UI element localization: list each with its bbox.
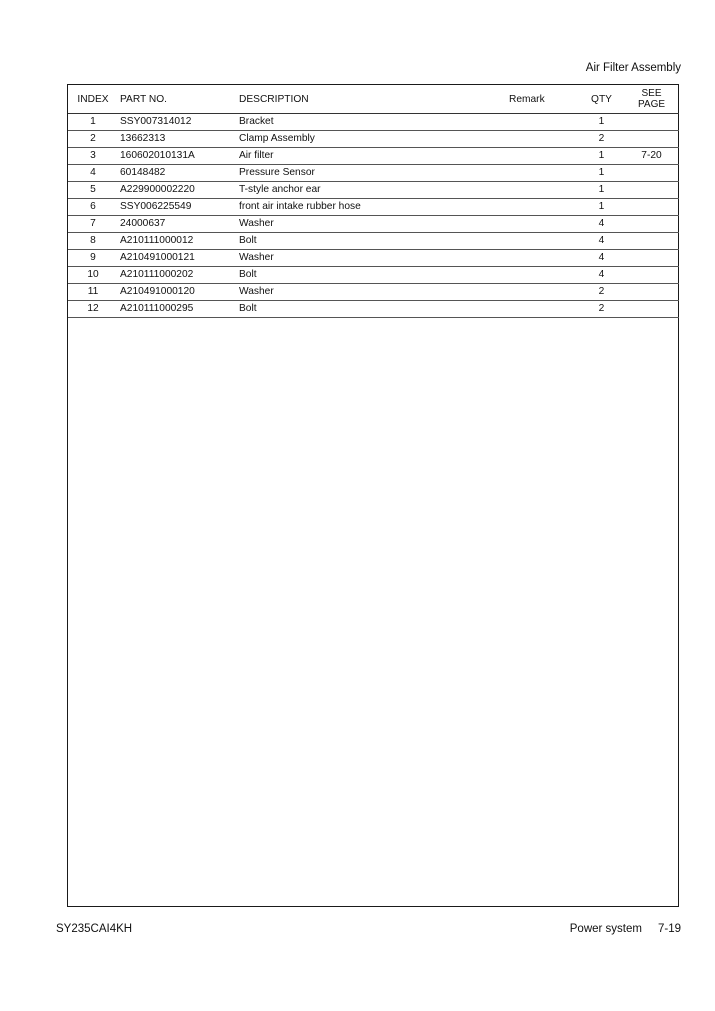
parts-table-body <box>68 114 679 318</box>
cell-see-page: 7-20 <box>624 148 679 165</box>
cell-qty: 1 <box>579 165 624 182</box>
cell-description: Washer <box>239 216 509 233</box>
column-header-part-no: PART NO. <box>118 85 239 114</box>
cell-index: 4 <box>68 165 118 182</box>
cell-qty: 1 <box>579 148 624 165</box>
cell-see-page <box>624 114 679 131</box>
cell-remark <box>509 284 579 301</box>
column-header-description: DESCRIPTION <box>239 85 509 114</box>
table-row <box>68 131 679 148</box>
cell-part-no: A210111000295 <box>118 301 239 318</box>
table-row <box>68 250 679 267</box>
table-row <box>68 182 679 199</box>
cell-remark <box>509 114 579 131</box>
cell-remark <box>509 216 579 233</box>
cell-index: 6 <box>68 199 118 216</box>
footer-section: Power system <box>569 923 642 935</box>
cell-part-no: A210111000202 <box>118 267 239 284</box>
cell-description: Bolt <box>239 267 509 284</box>
cell-see-page <box>624 301 679 318</box>
cell-qty: 1 <box>579 114 624 131</box>
cell-part-no: 60148482 <box>118 165 239 182</box>
cell-qty: 4 <box>579 250 624 267</box>
cell-index: 7 <box>68 216 118 233</box>
cell-part-no: 13662313 <box>118 131 239 148</box>
footer-model: SY235CAI4KH <box>56 923 133 935</box>
cell-description: Air filter <box>239 148 509 165</box>
cell-see-page <box>624 250 679 267</box>
table-row <box>68 148 679 165</box>
cell-index: 5 <box>68 182 118 199</box>
table-row <box>68 114 679 131</box>
cell-remark <box>509 182 579 199</box>
cell-remark <box>509 131 579 148</box>
cell-see-page <box>624 284 679 301</box>
cell-index: 3 <box>68 148 118 165</box>
table-row <box>68 199 679 216</box>
table-row <box>68 165 679 182</box>
cell-qty: 1 <box>579 182 624 199</box>
cell-see-page <box>624 131 679 148</box>
cell-description: Washer <box>239 250 509 267</box>
cell-description: Bolt <box>239 233 509 250</box>
cell-qty: 4 <box>579 216 624 233</box>
cell-index: 12 <box>68 301 118 318</box>
cell-remark <box>509 233 579 250</box>
cell-index: 1 <box>68 114 118 131</box>
see-page-line1: SEE <box>641 88 662 99</box>
cell-see-page <box>624 199 679 216</box>
cell-qty: 2 <box>579 301 624 318</box>
cell-see-page <box>624 267 679 284</box>
footer-page-number: 7-19 <box>657 923 681 935</box>
parts-list-frame <box>67 84 679 907</box>
cell-see-page <box>624 165 679 182</box>
table-row <box>68 284 679 301</box>
cell-qty: 2 <box>579 131 624 148</box>
cell-description: T-style anchor ear <box>239 182 509 199</box>
cell-qty: 4 <box>579 233 624 250</box>
cell-remark <box>509 148 579 165</box>
cell-index: 10 <box>68 267 118 284</box>
cell-description: Bracket <box>239 114 509 131</box>
see-page-line2: PAGE <box>637 99 666 110</box>
column-header-see-page <box>624 85 679 114</box>
cell-part-no: 24000637 <box>118 216 239 233</box>
table-row <box>68 301 679 318</box>
table-row <box>68 216 679 233</box>
cell-remark <box>509 165 579 182</box>
cell-qty: 2 <box>579 284 624 301</box>
cell-index: 9 <box>68 250 118 267</box>
cell-remark <box>509 199 579 216</box>
cell-index: 8 <box>68 233 118 250</box>
cell-index: 2 <box>68 131 118 148</box>
table-header-row <box>68 85 679 114</box>
cell-see-page <box>624 216 679 233</box>
table-row <box>68 233 679 250</box>
cell-description: front air intake rubber hose <box>239 199 509 216</box>
cell-part-no: A210491000120 <box>118 284 239 301</box>
cell-see-page <box>624 233 679 250</box>
cell-description: Washer <box>239 284 509 301</box>
cell-see-page <box>624 182 679 199</box>
cell-qty: 4 <box>579 267 624 284</box>
page-header-title: Air Filter Assembly <box>585 62 681 74</box>
cell-remark <box>509 301 579 318</box>
column-header-remark: Remark <box>509 85 579 114</box>
column-header-index: INDEX <box>68 85 118 114</box>
cell-description: Bolt <box>239 301 509 318</box>
cell-index: 11 <box>68 284 118 301</box>
cell-part-no: A229900002220 <box>118 182 239 199</box>
cell-part-no: SSY006225549 <box>118 199 239 216</box>
cell-remark <box>509 267 579 284</box>
cell-part-no: A210111000012 <box>118 233 239 250</box>
cell-remark <box>509 250 579 267</box>
cell-qty: 1 <box>579 199 624 216</box>
cell-part-no: SSY007314012 <box>118 114 239 131</box>
footer-section-page <box>570 922 681 936</box>
cell-part-no: A210491000121 <box>118 250 239 267</box>
parts-table <box>68 85 679 318</box>
table-row <box>68 267 679 284</box>
cell-description: Pressure Sensor <box>239 165 509 182</box>
cell-description: Clamp Assembly <box>239 131 509 148</box>
column-header-qty: QTY <box>579 85 624 114</box>
cell-part-no: 160602010131A <box>118 148 239 165</box>
